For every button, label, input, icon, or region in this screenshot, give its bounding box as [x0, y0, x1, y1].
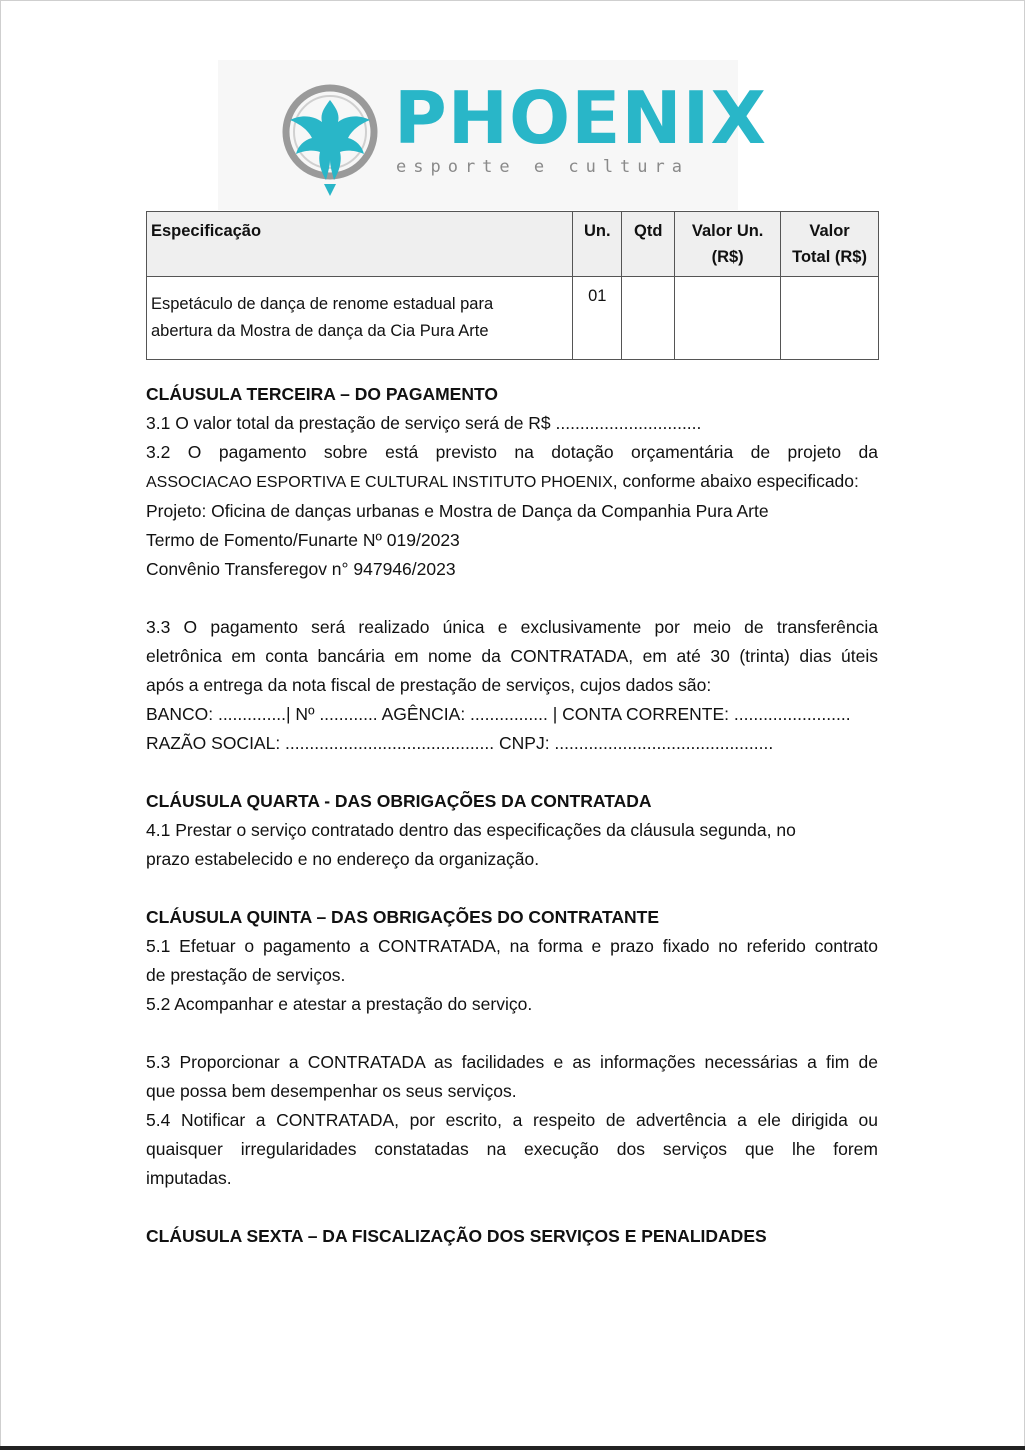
cell-valor-un [675, 277, 781, 360]
cell-valor-total [781, 277, 879, 360]
table-row [147, 277, 879, 360]
convenio-line: Convênio Transferegov n° 947946/2023 [146, 559, 456, 579]
clausula-5-4-line1: 5.4 Notificar a CONTRATADA, por escrito, a respeito de advertência a ele dirigida ou [146, 1110, 878, 1130]
clausula-3-3-line3: após a entrega da nota fiscal de prestação de serviços, cujos dados são: [146, 675, 712, 695]
phoenix-bird-icon [280, 80, 380, 200]
clausula-3-3-line1: 3.3 O pagamento será realizado única e exclusivamente por meio de transferência [146, 617, 878, 637]
clausula-3-2-line2 [146, 467, 878, 497]
clausula-5-4-line2: quaisquer irregularidades constatadas na execução dos serviços que lhe forem [146, 1139, 878, 1159]
clausula-5-1-line1: 5.1 Efetuar o pagamento a CONTRATADA, na forma e prazo fixado no referido contrato [146, 936, 878, 956]
clausula-sexta-title: CLÁUSULA SEXTA – DA FISCALIZAÇÃO DOS SERVIÇOS E PENALIDADES [146, 1226, 767, 1246]
clausula-quarta-title: CLÁUSULA QUARTA - DAS OBRIGAÇÕES DA CONTRATADA [146, 791, 652, 811]
header-qtd: Qtd [622, 212, 675, 277]
logo-tagline: esporte e cultura [396, 157, 689, 177]
clausula-3-1: 3.1 O valor total da prestação de serviço será de R$ .............................. [146, 413, 702, 433]
clausula-5-4-line3: imputadas. [146, 1168, 232, 1188]
specification-table [146, 211, 879, 360]
clausula-5-2: 5.2 Acompanhar e atestar a prestação do serviço. [146, 994, 533, 1014]
clausula-5-3-line1: 5.3 Proporcionar a CONTRATADA as facilidades e as informações necessárias a fim de [146, 1052, 878, 1072]
header-un: Un. [573, 212, 622, 277]
cell-un: 01 [573, 277, 622, 360]
header-valor-un-line2: (R$) [711, 248, 744, 266]
clausula-5-3-line2: que possa bem desempenhar os seus serviços. [146, 1081, 517, 1101]
razao-social-line: RAZÃO SOCIAL: ........................................... CNPJ: ............................................. [146, 733, 774, 753]
header-valor-total [781, 212, 879, 277]
clausula-4-1-line2: prazo estabelecido e no endereço da organização. [146, 849, 540, 869]
page-bottom-edge [0, 1446, 1025, 1450]
cell-especificacao-line2: abertura da Mostra de dança da Cia Pura Arte [151, 322, 489, 340]
clausula-4-1-line1: 4.1 Prestar o serviço contratado dentro das especificações da cláusula segunda, no [146, 820, 796, 840]
clausula-3-3-line2: eletrônica em conta bancária em nome da CONTRATADA, em até 30 (trinta) dias úteis [146, 646, 878, 666]
clausula-3-2-line2-rest: , conforme abaixo especificado: [612, 471, 859, 491]
document-body [146, 380, 878, 1251]
clausula-5-1-line2: de prestação de serviços. [146, 965, 346, 985]
header-valor-total-line2: Total (R$) [792, 248, 867, 266]
header-valor-un [675, 212, 781, 277]
header-valor-total-line1: Valor [809, 222, 850, 240]
clausula-terceira-title: CLÁUSULA TERCEIRA – DO PAGAMENTO [146, 384, 498, 404]
clausula-quinta-title: CLÁUSULA QUINTA – DAS OBRIGAÇÕES DO CONTRATANTE [146, 907, 660, 927]
table-header-row [147, 212, 879, 277]
termo-fomento-line: Termo de Fomento/Funarte Nº 019/2023 [146, 530, 460, 550]
projeto-line: Projeto: Oficina de danças urbanas e Mostra de Dança da Companhia Pura Arte [146, 501, 769, 521]
cell-qtd [622, 277, 675, 360]
header-valor-un-line1: Valor Un. [691, 222, 764, 240]
associacao-name: ASSOCIACAO ESPORTIVA E CULTURAL INSTITUTO PHOENIX [146, 474, 613, 491]
header-especificacao: Especificação [147, 212, 573, 277]
bank-data-line: BANCO: ..............| Nº ............ AGÊNCIA: ................ | CONTA CORRENTE: ........................ [146, 704, 851, 724]
logo-wordmark: PHOENIX [394, 76, 767, 160]
cell-especificacao-line1: Espetáculo de dança de renome estadual para [151, 295, 494, 313]
phoenix-logo [218, 60, 767, 210]
cell-especificacao [147, 277, 573, 360]
clausula-3-2-line1: 3.2 O pagamento sobre está previsto na dotação orçamentária de projeto da [146, 442, 878, 462]
